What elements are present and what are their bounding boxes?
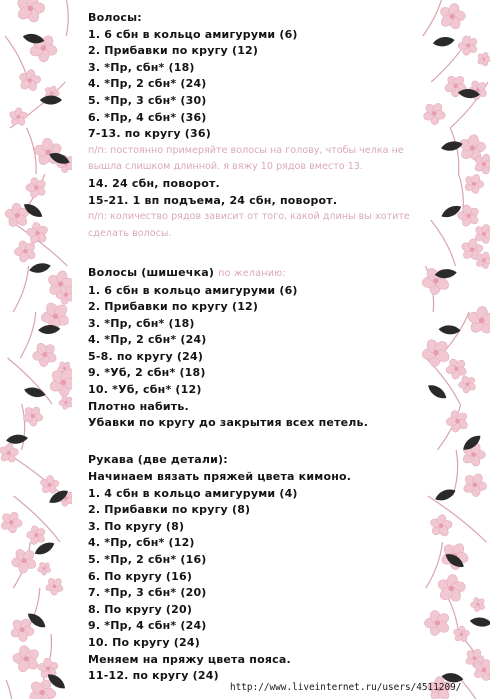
- instruction-line: 3. По кругу (8): [88, 519, 185, 533]
- instruction-line: 5-8. по кругу (24): [88, 349, 204, 363]
- blossom-icon: [462, 472, 487, 497]
- leaf-icon: [426, 382, 449, 402]
- blossom-icon: [18, 69, 41, 92]
- branch-icon: [64, 0, 68, 36]
- blossom-icon: [429, 514, 453, 537]
- blossom-icon: [458, 375, 477, 394]
- author-note: сделать волосы.: [88, 227, 172, 239]
- blossom-pattern-left-icon: [0, 0, 72, 699]
- instruction-line: 6. *Пр, 4 сбн* (36): [88, 110, 207, 124]
- branch-icon: [20, 312, 36, 358]
- source-url-link[interactable]: http://www.liveinternet.ru/users/4511209/: [230, 682, 462, 693]
- leaf-icon: [469, 616, 490, 628]
- blossom-icon: [458, 204, 481, 227]
- blossom-icon: [59, 395, 72, 410]
- branch-icon: [13, 266, 28, 312]
- instruction-line: 10. *Уб, сбн* (12): [88, 383, 202, 397]
- instruction-line: 2. Прибавки по кругу (12): [88, 44, 259, 58]
- instruction-line: 14. 24 сбн, поворот.: [88, 176, 220, 190]
- pattern-instructions: [88, 10, 418, 685]
- optional-note: по желанию:: [218, 267, 286, 279]
- instruction-line: 1. 6 сбн в кольцо амигуруми (6): [88, 27, 298, 41]
- instruction-line: 10. По кругу (24): [88, 635, 200, 649]
- instruction-line: 3. *Пр, сбн* (18): [88, 316, 195, 330]
- blossom-icon: [11, 548, 37, 574]
- blossom-icon: [15, 0, 45, 24]
- instruction-line: Начинаем вязать пряжей цвета кимоно.: [88, 470, 352, 484]
- instruction-line: 11-12. по кругу (24): [88, 669, 219, 683]
- instruction-line: 7. *Пр, 3 сбн* (20): [88, 586, 207, 600]
- blossom-icon: [470, 597, 485, 613]
- floral-border-right: [422, 0, 494, 699]
- blossom-icon: [27, 525, 47, 546]
- instruction-line: Убавки по кругу до закрытия всех петель.: [88, 416, 369, 430]
- instruction-line: 1. 6 сбн в кольцо амигуруми (6): [88, 283, 298, 297]
- blossom-icon: [464, 173, 484, 194]
- blossom-icon: [467, 306, 490, 335]
- branch-icon: [423, 0, 444, 36]
- instruction-line: 2. Прибавки по кругу (12): [88, 300, 259, 314]
- instruction-line: 6. По кругу (16): [88, 569, 193, 583]
- blossom-pattern-right-icon: [422, 0, 490, 699]
- author-note: п/п: постоянно примеряйте волосы на голову, чтобы челка не: [88, 144, 404, 156]
- instruction-line: 1. 4 сбн в кольцо амигуруми (4): [88, 486, 298, 500]
- leaf-icon: [433, 486, 457, 503]
- instruction-line: 15-21. 1 вп подъема, 24 сбн, поворот.: [88, 193, 338, 207]
- blossom-icon: [446, 409, 469, 433]
- blossom-icon: [0, 443, 19, 464]
- instruction-line: 5. *Пр, 2 сбн* (16): [88, 553, 207, 566]
- blossom-icon: [26, 222, 49, 245]
- blossom-icon: [12, 645, 40, 674]
- blossom-icon: [45, 577, 64, 595]
- instruction-line: 2. Прибавки по кругу (8): [88, 503, 251, 517]
- instruction-line: Меняем на пряжу цвета пояса.: [88, 652, 291, 666]
- blossom-icon: [32, 342, 58, 368]
- blossom-icon: [9, 107, 29, 126]
- branch-icon: [461, 680, 489, 699]
- section-title-hair-bun: Волосы (шишечка) по желанию:: [88, 265, 286, 279]
- blossom-icon: [438, 2, 465, 30]
- leaf-icon: [28, 261, 51, 275]
- leaf-icon: [432, 36, 455, 48]
- blossom-icon: [37, 561, 51, 575]
- blossom-icon: [26, 177, 47, 199]
- blossom-icon: [453, 626, 470, 643]
- instruction-line: 5. *Пр, 3 сбн* (30): [88, 93, 207, 107]
- author-note: вышла слишком длинной. я вяжу 10 рядов вместо 13.: [88, 161, 363, 173]
- section-title-hair: Волосы:: [88, 11, 142, 24]
- instruction-line: 4. *Пр, 2 сбн* (24): [88, 333, 207, 347]
- blossom-icon: [436, 574, 466, 603]
- instruction-line: 8. По кругу (20): [88, 602, 193, 616]
- section-title-sleeves: Рукава (две детали):: [88, 453, 228, 467]
- leaf-icon: [23, 385, 47, 399]
- instruction-line: 4. *Пр, сбн* (12): [88, 536, 195, 550]
- instruction-line: 9. *Уб, 2 сбн* (18): [88, 366, 206, 380]
- leaf-icon: [440, 139, 463, 152]
- instruction-line: 9. *Пр, 4 сбн* (24): [88, 619, 207, 633]
- blossom-icon: [22, 405, 43, 426]
- blossom-icon: [48, 367, 72, 397]
- author-note: п/п: количество рядов зависит от того, какой длины вы хотите: [88, 211, 410, 223]
- blossom-icon: [422, 102, 446, 125]
- branch-icon: [6, 680, 13, 699]
- branch-icon: [450, 128, 459, 174]
- branch-icon: [453, 450, 458, 496]
- blossom-icon: [477, 52, 490, 67]
- blossom-icon: [10, 617, 35, 642]
- blossom-icon: [0, 511, 23, 534]
- instruction-line: Плотно набить.: [88, 399, 189, 413]
- branch-icon: [22, 404, 25, 450]
- branch-icon: [431, 220, 456, 266]
- floral-border-left: [0, 0, 72, 699]
- blossom-icon: [458, 35, 478, 56]
- blossom-icon: [424, 609, 450, 637]
- instruction-line: 4. *Пр, 2 сбн* (24): [88, 77, 207, 91]
- blossom-icon: [422, 338, 451, 368]
- instruction-line: 7-13. по кругу (36): [88, 127, 211, 141]
- instruction-line: 3. *Пр, сбн* (18): [88, 60, 195, 74]
